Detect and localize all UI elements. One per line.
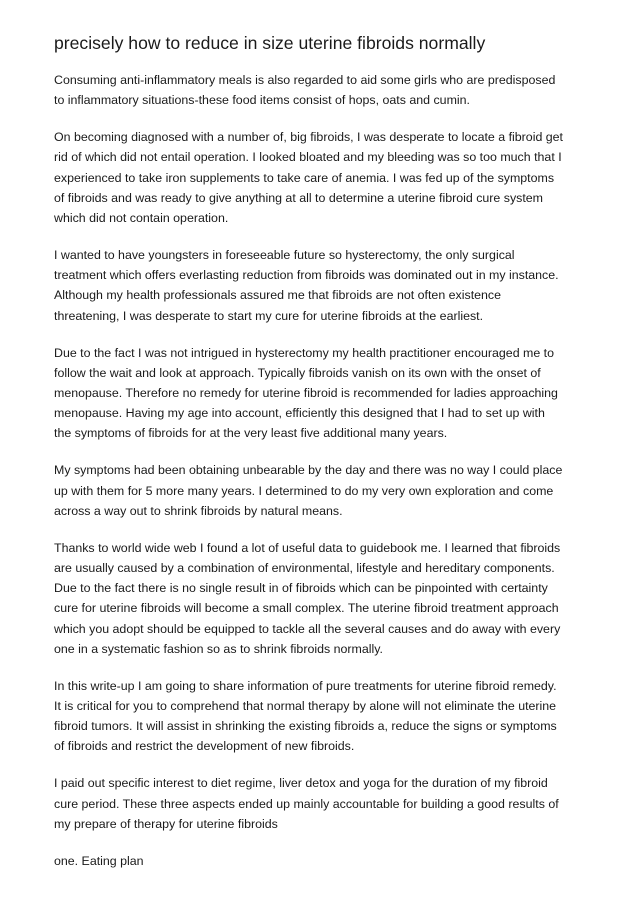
paragraph-line: It is critical for you to comprehend that normal therapy by alone will not eliminate the uterine <box>54 699 557 714</box>
paragraph-line: rid of which did not entail operation. I looked bloated and my bleeding was so too much that I <box>54 150 562 165</box>
paragraph-5 <box>54 460 594 521</box>
paragraph-8 <box>54 773 594 834</box>
paragraph-line: fibroid tumors. It will assist in shrinking the existing fibroids a, reduce the signs or symptoms <box>54 719 557 734</box>
paragraph-line: Consuming anti-inflammatory meals is also regarded to aid some girls who are predisposed <box>54 73 556 87</box>
paragraph-line: one in a systematic fashion so as to shrink fibroids normally. <box>54 641 383 656</box>
paragraph-line: menopause. Having my age into account, efficiently this designed that I had to set up with <box>54 406 545 421</box>
paragraph-line: which did not contain operation. <box>54 211 229 226</box>
paragraph-line: I wanted to have youngsters in foreseeable future so hysterectomy, the only surgical <box>54 248 515 263</box>
paragraph-line: to inflammatory situations-these food items consist of hops, oats and cumin. <box>54 93 470 108</box>
paragraph-line: I paid out specific interest to diet regime, liver detox and yoga for the duration of my fibroid <box>54 776 548 791</box>
paragraph-line: across a way out to shrink fibroids by natural means. <box>54 503 343 518</box>
paragraph-line: Due to the fact I was not intrigued in hysterectomy my health practitioner encouraged me to <box>54 345 555 360</box>
paragraph-line: treatment which offers everlasting reduction from fibroids was dominated out in my instance. <box>54 268 559 283</box>
paragraph-6 <box>54 538 594 659</box>
paragraph-3 <box>54 245 594 326</box>
paragraph-line: cure for uterine fibroids will become a small complex. The uterine fibroid treatment approach <box>54 601 559 616</box>
paragraph-line: menopause. Therefore no remedy for uterine fibroid is recommended for ladies approaching <box>54 386 558 401</box>
paragraph-1 <box>54 70 594 110</box>
paragraph-line: Although my health professionals assured me that fibroids are not often existence <box>54 288 502 303</box>
paragraph-line: Due to the fact there is no single result in of fibroids which can be pinpointed with certainty <box>54 581 548 596</box>
paragraph-line: experienced to take iron supplements to take care of anemia. I was fed up of the symptoms <box>54 170 555 185</box>
paragraph-line: cure period. These three aspects ended up mainly accountable for building a good results of <box>54 796 559 811</box>
paragraph-line: On becoming diagnosed with a number of, big fibroids, I was desperate to locate a fibroid get <box>54 130 564 145</box>
paragraph-line: of fibroids and restrict the development of new fibroids. <box>54 739 355 754</box>
paragraph-line: of fibroids and was ready to give anything at all to determine a uterine fibroid cure system <box>54 190 544 205</box>
paragraph-line: Thanks to world wide web I found a lot of useful data to guidebook me. I learned that fibroids <box>54 540 561 555</box>
paragraph-line: In this write-up I am going to share information of pure treatments for uterine fibroid remedy. <box>54 678 557 693</box>
paragraph-7 <box>54 676 594 757</box>
paragraph-9 <box>54 851 594 871</box>
paragraph-line: are usually caused by a combination of environmental, lifestyle and hereditary components. <box>54 561 555 576</box>
document-title: precisely how to reduce in size uterine fibroids normally <box>54 33 486 53</box>
paragraph-2 <box>54 127 594 228</box>
document-page <box>54 32 594 888</box>
paragraph-line: follow the wait and look at approach. Typically fibroids vanish on its own with the onset of <box>54 365 541 380</box>
paragraph-line: threatening, I was desperate to start my cure for uterine fibroids at the earliest. <box>54 308 484 323</box>
paragraph-line: which you adopt should be equipped to tackle all the several causes and do away with every <box>54 621 561 636</box>
paragraph-line: the symptoms of fibroids for at the very least five additional many years. <box>54 426 448 441</box>
paragraph-line: My symptoms had been obtaining unbearable by the day and there was no way I could place <box>54 463 563 478</box>
list-heading: one. Eating plan <box>54 853 144 868</box>
paragraph-4 <box>54 343 594 444</box>
paragraph-line: up with them for 5 more many years. I determined to do my very own exploration and come <box>54 483 554 498</box>
paragraph-line: my prepare of therapy for uterine fibroids <box>54 816 278 831</box>
